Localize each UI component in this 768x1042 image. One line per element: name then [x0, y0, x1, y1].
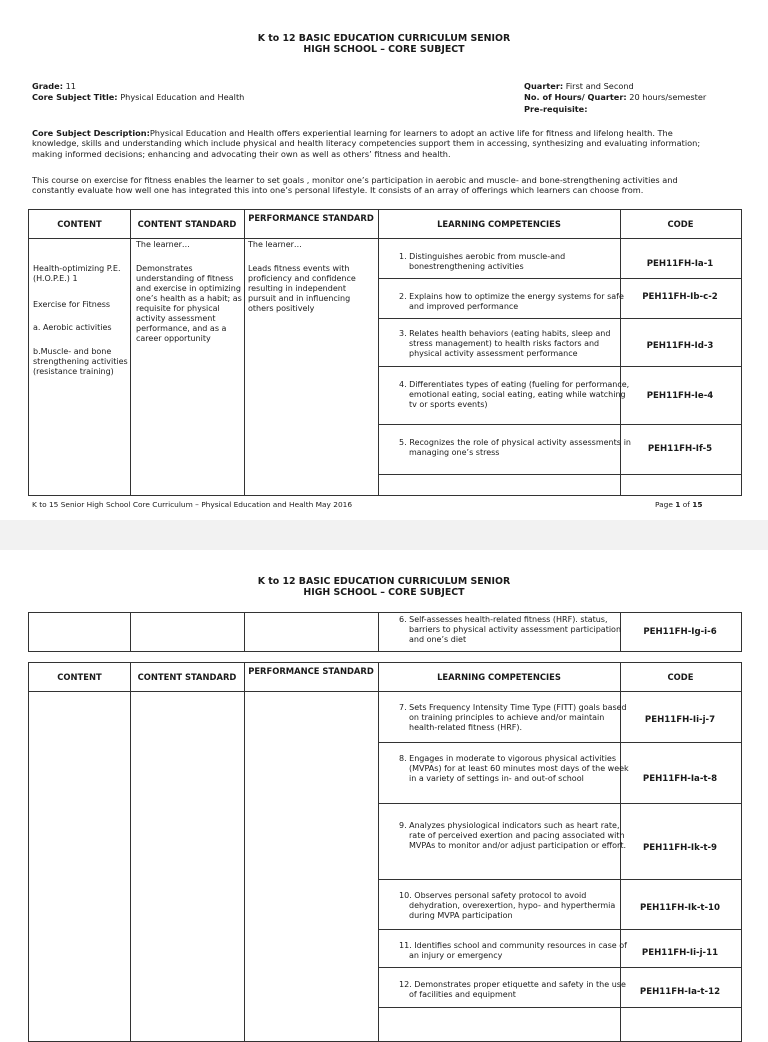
- code-6: PEH11FH-Ig-i-6: [643, 627, 717, 637]
- page-current: 1: [675, 500, 681, 509]
- document-subtitle: HIGH SCHOOL – CORE SUBJECT: [303, 44, 465, 55]
- grade-label: Grade:: [32, 81, 63, 91]
- col-divider: [244, 210, 245, 495]
- row-divider: [29, 691, 741, 692]
- row-divider: [378, 742, 741, 743]
- quarter-line: [524, 81, 634, 92]
- page-number: [655, 500, 703, 510]
- competency-7: 7. Sets Frequency Intensity Time Type (FITT) goals based on training principles to achieve and/or maintain health-related fitness (HRF).: [399, 703, 627, 732]
- hours-label: No. of Hours/ Quarter:: [524, 92, 627, 102]
- col-divider: [378, 613, 379, 651]
- code-3: PEH11FH-Id-3: [646, 341, 714, 351]
- quarter-value: First and Second: [565, 81, 634, 91]
- subject-value: Physical Education and Health: [120, 92, 245, 102]
- code-12: PEH11FH-Ia-t-12: [639, 987, 721, 997]
- page-total: 15: [692, 500, 703, 509]
- page-prefix: Page: [655, 500, 676, 509]
- code-2: PEH11FH-Ib-c-2: [642, 292, 718, 302]
- col-divider: [244, 663, 245, 1041]
- performance-standard-intro: The learner…: [248, 240, 302, 249]
- row-divider: [378, 803, 741, 804]
- row-divider: [378, 318, 741, 319]
- grade-line: [32, 81, 76, 92]
- competency-2: 2. Explains how to optimize the energy systems for safe and improved performance: [399, 292, 624, 311]
- content-standard-intro: The learner…: [136, 240, 190, 249]
- col-divider: [130, 210, 131, 495]
- description-label: Core Subject Description:: [32, 128, 150, 138]
- hours-value: 20 hours/semester: [629, 92, 707, 102]
- page-2: [0, 550, 768, 1024]
- description-text: Physical Education and Health offers experiential learning for learners to adopt an active life for fitness and lifelong health. The knowledge, skills and understanding which include physical and health literacy competencies support them in accessing, synthesizing and evaluating information; making informed decisions; enhancing and advocating their own as well as others’ fitness and health.: [32, 128, 701, 159]
- content-exercise: Exercise for Fitness: [33, 300, 111, 309]
- competency-11: 11. Identifies school and community resources in case of an injury or emergency: [399, 941, 627, 960]
- competency-9: 9. Analyzes physiological indicators such as heart rate, rate of perceived exertion and pacing associated with MVPAs to monitor and/or adjust participation or effort.: [399, 821, 627, 850]
- competency-3: 3. Relates health behaviors (eating habits, sleep and stress management) to health risks factors and physical activity assessment performance: [399, 329, 611, 358]
- row-divider: [378, 1007, 741, 1008]
- header-content: CONTENT: [57, 672, 102, 682]
- page-1: [0, 0, 768, 520]
- content-standard-text: Demonstrates understanding of fitness and exercise in optimizing one’s health as a habit; as requisite for physical activity assessment performance, and as a career opportunity: [136, 264, 242, 343]
- content-hope: Health-optimizing P.E. (H.O.P.E.) 1: [33, 264, 121, 283]
- continuation-table: [28, 612, 742, 652]
- col-divider: [244, 613, 245, 651]
- header-performance-standard: PERFORMANCE STANDARD: [248, 666, 374, 676]
- code-11: PEH11FH-Ii-j-11: [641, 948, 719, 958]
- competency-6: 6. Self-assesses health-related fitness (HRF). status, barriers to physical activity assessment participation and one’s diet: [399, 615, 622, 644]
- prerequisite-label: Pre-requisite:: [524, 104, 588, 114]
- row-divider: [378, 278, 741, 279]
- code-4: PEH11FH-Ie-4: [646, 391, 714, 401]
- page-gap: [0, 520, 768, 550]
- curriculum-table-2: [28, 662, 742, 1042]
- competency-12: 12. Demonstrates proper etiquette and safety in the use of facilities and equipment: [399, 980, 626, 999]
- code-8: PEH11FH-Ia-t-8: [642, 774, 718, 784]
- hours-line: [524, 92, 706, 103]
- subject-description: [32, 128, 722, 159]
- header-content-standard: CONTENT STANDARD: [137, 219, 237, 229]
- col-divider: [378, 210, 379, 495]
- competency-5: 5. Recognizes the role of physical activity assessments in managing one’s stress: [399, 438, 631, 457]
- header-learning-competencies: LEARNING COMPETENCIES: [437, 219, 561, 229]
- code-9: PEH11FH-Ik-t-9: [642, 843, 718, 853]
- header-content: CONTENT: [57, 219, 102, 229]
- grade-value: 11: [65, 81, 77, 91]
- competency-10: 10. Observes personal safety protocol to avoid dehydration, overexertion, hypo- and hyperthermia during MVPA participation: [399, 891, 616, 920]
- content-muscle-bone: b.Muscle- and bone strengthening activities (resistance training): [33, 347, 128, 376]
- row-divider: [378, 366, 741, 367]
- competency-1: 1. Distinguishes aerobic from muscle-and bonestrengthening activities: [399, 252, 566, 271]
- quarter-label: Quarter:: [524, 81, 564, 91]
- header-content-standard: CONTENT STANDARD: [137, 672, 237, 682]
- header-code: CODE: [667, 219, 694, 229]
- performance-standard-text: Leads fitness events with proficiency and confidence resulting in independent pursuit and in influencing others positively: [248, 264, 356, 313]
- curriculum-table-1: [28, 209, 742, 496]
- row-divider: [378, 879, 741, 880]
- col-divider: [130, 613, 131, 651]
- row-divider: [378, 474, 741, 475]
- code-1: PEH11FH-Ia-1: [646, 259, 714, 269]
- document-title: K to 12 BASIC EDUCATION CURRICULUM SENIOR: [257, 33, 511, 44]
- code-7: PEH11FH-Ii-j-7: [644, 715, 716, 725]
- code-10: PEH11FH-Ik-t-10: [639, 903, 721, 913]
- course-description: This course on exercise for fitness enables the learner to set goals , monitor one’s participation in aerobic and muscle- and bone-strengthening activities and constantly evaluate how well one has integrated this into one’s personal lifestyle. It consists of an array of offerings which learners can choose from.: [32, 175, 678, 196]
- col-divider: [130, 663, 131, 1041]
- row-divider: [29, 238, 741, 239]
- row-divider: [378, 424, 741, 425]
- footer-text: K to 15 Senior High School Core Curriculum – Physical Education and Health May 2016: [32, 500, 353, 509]
- page-of: of: [680, 500, 693, 509]
- header-code: CODE: [667, 672, 694, 682]
- subject-line: [32, 92, 244, 103]
- subject-label: Core Subject Title:: [32, 92, 118, 102]
- header-learning-competencies: LEARNING COMPETENCIES: [437, 672, 561, 682]
- col-divider: [378, 663, 379, 1041]
- header-performance-standard: PERFORMANCE STANDARD: [248, 213, 374, 223]
- document-title-p2: K to 12 BASIC EDUCATION CURRICULUM SENIOR: [257, 576, 511, 587]
- competency-8: 8. Engages in moderate to vigorous physical activities (MVPAs) for at least 60 minutes most days of the week in a variety of settings in- and out-of school: [399, 754, 629, 783]
- row-divider: [378, 929, 741, 930]
- prerequisite-line: [524, 104, 588, 115]
- competency-4: 4. Differentiates types of eating (fueling for performance, emotional eating, social eating, eating while watching tv or sports events): [399, 380, 630, 409]
- content-aerobic: a. Aerobic activities: [33, 323, 112, 332]
- code-5: PEH11FH-If-5: [647, 444, 713, 454]
- document-subtitle-p2: HIGH SCHOOL – CORE SUBJECT: [303, 587, 465, 598]
- row-divider: [378, 967, 741, 968]
